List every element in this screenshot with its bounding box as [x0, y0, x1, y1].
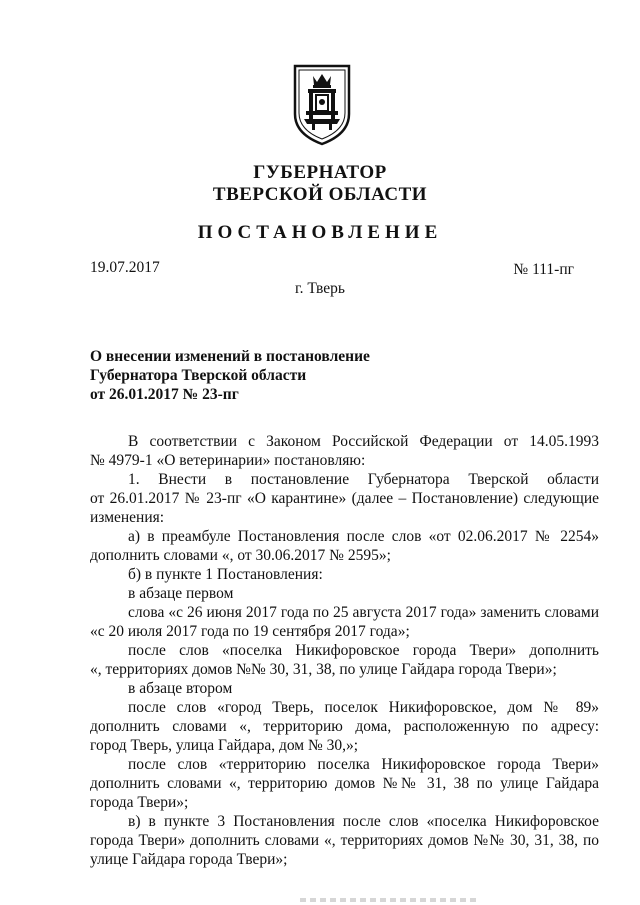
body-line: дополнить словами «, территорию дома, расположенную по адресу: [90, 718, 599, 735]
body-line: в абзаце втором [128, 680, 233, 697]
document-number: № 111-пг [513, 261, 574, 278]
subject-line: от 26.01.2017 № 23-пг [90, 386, 239, 403]
document-city: г. Тверь [295, 280, 345, 297]
body-line: город Тверь, улица Гайдара, дом № 30,»; [90, 737, 359, 754]
body-line: от 26.01.2017 № 23-пг «О карантине» (далее – Постановление) следующие [90, 490, 599, 507]
body-line: после слов «поселка Никифоровское города Твери» дополнить [128, 642, 599, 659]
scan-artifact [300, 898, 480, 902]
body-line: после слов «территорию поселка Никифоровское города Твери» [128, 756, 599, 773]
document-date: 19.07.2017 [90, 259, 160, 276]
body-line: дополнить словами «, территорию домов №№ 31, 38 по улице Гайдара [90, 775, 599, 792]
issuer-title-line2: ТВЕРСКОЙ ОБЛАСТИ [212, 184, 428, 205]
body-line: в абзаце первом [128, 585, 234, 602]
document-subject [90, 347, 370, 404]
body-line: слова «с 26 июня 2017 года по 25 августа 2017 года» заменить словами [128, 604, 599, 621]
body-line: города Твери» дополнить словами «, территориях домов №№ 30, 31, 38, по [90, 832, 599, 849]
issuer-title-line1: ГУБЕРНАТОР [253, 162, 387, 183]
subject-line: Губернатора Тверской области [90, 367, 307, 384]
body-line: «, территориях домов №№ 30, 31, 38, по улице Гайдара города Твери»; [90, 661, 557, 678]
body-line: В соответствии с Законом Российской Федерации от 14.05.1993 [128, 433, 599, 450]
body-line: изменения: [90, 509, 165, 526]
body-line: в) в пункте 3 Постановления после слов «поселка Никифоровское [128, 813, 599, 830]
body-line: города Твери»; [90, 794, 189, 811]
body-line: дополнить словами «, от 30.06.2017 № 2595»; [90, 547, 391, 564]
tver-coat-of-arms-icon [291, 62, 353, 146]
body-line: «с 20 июля 2017 года по 19 сентября 2017 года»; [90, 623, 410, 640]
body-line: после слов «город Тверь, поселок Никифоровское, дом № 89» [128, 699, 599, 716]
body-line: № 4979-1 «О ветеринарии» постановляю: [90, 452, 366, 469]
body-line: б) в пункте 1 Постановления: [128, 566, 323, 583]
document-body [90, 432, 599, 869]
body-line: а) в преамбуле Постановления после слов «от 02.06.2017 № 2254» [128, 528, 599, 545]
body-line: 1. Внести в постановление Губернатора Тверской области [128, 471, 599, 488]
subject-line: О внесении изменений в постановление [90, 348, 370, 365]
document-type: ПОСТАНОВЛЕНИЕ [197, 222, 443, 243]
body-line: улице Гайдара города Твери»; [90, 851, 288, 868]
